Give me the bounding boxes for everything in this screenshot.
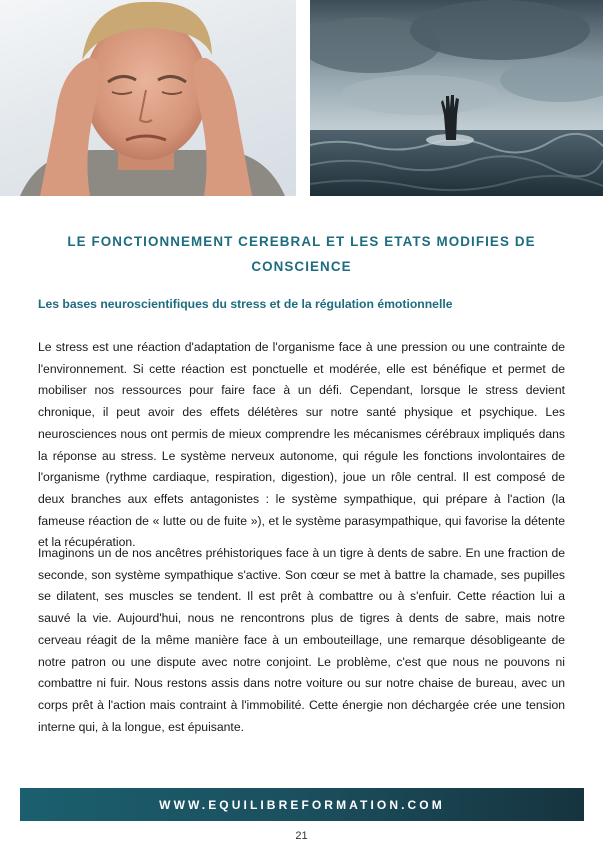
stormy-sea-illustration xyxy=(310,0,603,196)
stressed-man-illustration xyxy=(0,0,296,196)
chapter-title: LE FONCTIONNEMENT CEREBRAL ET LES ETATS MODIFIES DE CONSCIENCE xyxy=(67,234,536,274)
website-link[interactable]: WWW.EQUILIBREFORMATION.COM xyxy=(159,797,445,812)
body-paragraph-2: Imaginons un de nos ancêtres préhistoriques face à un tigre à dents de sabre. En une fraction de seconde, son système sympathique s'active. Son cœur se met à battre la chamade, ses pupilles se dilatent, ses muscles se tendent. Il est prêt à combattre ou à s'enfuir. Cette réaction lui a sauvé la vie. Aujourd'hui, nous ne rencontrons plus de tigres à dents de sabre, mais notre cerveau réagit de la même manière face à un embouteillage, une remarque désobligeante de notre patron ou une dispute avec notre conjoint. Le problème, c'est que nous ne pouvons ni combattre ni fuir. Nous restons assis dans notre voiture ou sur notre chaise de bureau, avec un corps prêt à l'action mais contraint à l'immobilité. Cette énergie non déchargée crée une tension interne qui, à la longue, est épuisante. xyxy=(38,546,565,734)
footer-banner xyxy=(20,788,584,821)
stressed-man-photo xyxy=(0,0,296,196)
drowning-hand-photo xyxy=(310,0,603,196)
body-paragraph-1: Le stress est une réaction d'adaptation de l'organisme face à une pression ou une contrainte de l'environnement. Si cette réaction est ponctuelle et modérée, elle est bénéfique et permet de mobiliser nos ressources pour faire face à un défi. Cependant, lorsque le stress devient chronique, il peut avoir des effets délétères sur notre santé physique et psychique. Les neurosciences nous ont permis de mieux comprendre les mécanismes cérébraux impliqués dans la réponse au stress. Le système nerveux autonome, qui régule les fonctions involontaires de l'organisme (rythme cardiaque, respiration, digestion), joue un rôle central. Il est composé de deux branches aux effets antagonistes : le système sympathique, qui prépare à l'action (la fameuse réaction de « lutte ou de fuite »), et le système parasympathique, qui favorise la détente et la récupération. xyxy=(38,340,565,550)
page-number: 21 xyxy=(295,830,308,842)
section-subtitle: Les bases neuroscientifiques du stress et de la régulation émotionnelle xyxy=(38,297,453,311)
